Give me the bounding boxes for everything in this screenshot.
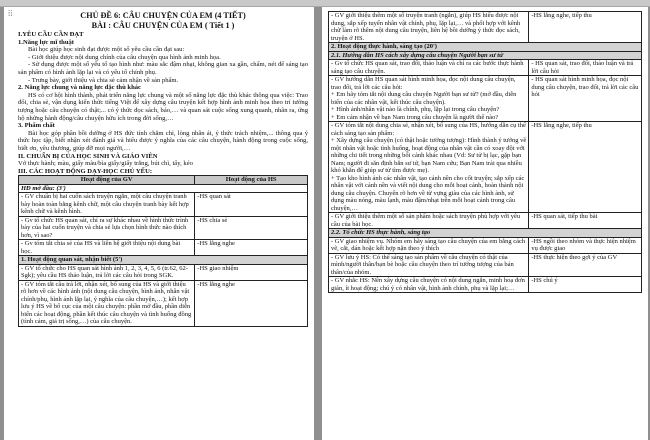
paragraph: Bài học giúp học sinh đạt được một số yêu cầu cần đạt sau:	[28, 46, 185, 54]
table-row	[19, 280, 308, 326]
warmup-row: HĐ mở đầu: (3')	[19, 184, 308, 193]
section-heading: I.YÊU CẦU CẦN ĐẠT	[18, 31, 84, 38]
gv-cell: - GV tổ chức cho HS quan sát hình ảnh 1, 2, 3, 4, 5, 6 (tr.62, 62-Sgk); yêu cầu HS thảo luận, trả lời các câu hỏi trong SGK.	[19, 264, 195, 280]
section-row: 2. Hoạt động thực hành, sáng tạo (20')	[329, 43, 642, 52]
gv-cell: - GV chuẩn bị hai cuốn sách truyện ngắn, một câu chuyện tranh bày hoàn toàn bằng kênh chữ, một câu chuyện tranh bày kết hợp kênh chữ và kênh hình.	[19, 193, 195, 217]
top-ruler	[0, 0, 650, 7]
hs-cell: -HS lắng nghe	[195, 280, 308, 326]
paragraph: - Giới thiệu được nội dung chính của câu chuyện qua hình ảnh minh họa.	[28, 53, 221, 61]
gv-cell: - GV tóm tắt nội dung chia sẻ, nhận xét, bổ sung của HS, hướng dẫn cụ thể cách sáng tạo sản phẩm: + Xây dựng câu chuyện (có thật hoặc tưởng tượng): Hình thành ý tưởng về một nhân vật hoặc tình huống, hoạt động của nhân vật cần có xoay đột với những chi tiết trong những bối cảnh khác nhau (Vd: Sư tử bị lạc, gặp bạn Nam; người đi săn định bắn sư tử, bạn Nam cứu; Bạn Nam trải qua nhiều khó khăn để giúp sư tử tìm được mẹ). + Tạo kho hình ảnh các nhân vật, tạo cảnh nền cho cốt truyện; sắp xếp các nhân vật với cảnh nền và viết nội dung cho mỗi hoạt cảnh, hoàn thành nội dung câu chuyện. Chuyển rõ hơn về từ vựng giàu của các hình ảnh, sử dụng màu nóng, màu lạnh, màu đậm/nhạt trên mỗi hoạt cảnh trong câu chuyện,…	[329, 122, 529, 213]
table-row	[19, 264, 308, 280]
activities-table	[18, 175, 308, 327]
section-row: 1. Hoạt động quan sát, nhận biết (5')	[19, 256, 308, 265]
gv-cell: - GV giới thiệu thêm một số truyện tranh (ngắn), giúp HS hiểu được nội dung, sắp xếp tuyến nhân vật chính, phụ, lặp lại,… và phối hợp với kênh chữ làm rõ thêm nội dung câu truyện, liên hệ bồi dưỡng ý thức đọc sách, truyện ở HS.	[329, 12, 529, 43]
hs-cell: -HS chia sẻ	[195, 216, 308, 240]
gv-cell: - GV giới thiệu thêm một số sản phẩm hoặc sách truyện phù hợp với yêu cầu của bài học.	[329, 213, 529, 229]
gv-cell: - GV giao nhiệm vụ. Nhóm em hãy sáng tạo câu chuyện của em bằng cách vẽ, cắt, dán hoặc kết hợp nặn theo ý thích	[329, 237, 529, 253]
document-page-right	[322, 7, 648, 440]
table-row	[329, 253, 642, 277]
column-header-gv: Hoạt động của GV	[19, 176, 195, 185]
gv-cell: - Gv tổ chức HS quan sát, trao đổi, thảo luận và chỉ ra các bước thực hành sáng tạo câu chuyện.	[329, 60, 529, 76]
document-page-left	[4, 7, 314, 440]
chapter-title: CHỦ ĐỀ 6: CÂU CHUYỆN CỦA EM (4 TIẾT)	[80, 11, 246, 20]
page-corner-marker: ⁞⁞	[8, 9, 13, 18]
gv-cell: - GV tóm tắt câu trả lời, nhận xét, bổ sung của HS và giới thiệu rõ hơn về các hình ảnh (nội dung câu chuyện, hình ảnh, nhân vật chính/phụ, hình ảnh lặp lại, ý nghĩa của câu chuyện,…); kết hợp lưu ý HS về bố cục của một câu chuyện: phần mở đầu, phần diễn biến các hoạt động, phần kết thúc câu chuyện và tình huống đồng (tình cảm, giá trị sống,…) của câu chuyện.	[19, 280, 195, 326]
paragraph: HS có cơ hội hình thành, phát triển năng lực chung và một số năng lực đặc thù khác thông qua việc: Trao đổi, chia sẻ, vận dụng kiến thức tiếng Việt để xây dựng câu truyện kết hợp hình ảnh minh họa theo trí tưởng tượng hoặc câu chuyện có thật;... có ý thức đọc sách, báo,… và quan sát cuộc sống xung quanh, nhân ra, ứng hộ những hành động/câu chuyện hữu ích trong đời sống,…	[18, 91, 308, 122]
hs-cell: - HS quan sát, trao đổi, thảo luận và trả lời câu hỏi	[529, 60, 642, 76]
table-row	[329, 12, 642, 43]
hs-cell: -HS quan sát, tiếp thu bài	[529, 213, 642, 229]
section-heading: II. CHUẨN BỊ CỦA HỌC SINH VÀ GIÁO VIÊN	[18, 152, 158, 160]
hs-cell: - HS quan sát hình minh họa, đọc nội dung câu chuyện, trao đổi, trả lời các câu hỏi	[529, 76, 642, 122]
left-page-content	[18, 11, 308, 327]
gv-cell: - Gv tổ chức HS quan sát, chỉ ra sự khác nhau về hình thức trình bày của hai cuốn truyện và chia sẻ lựa chọn hình thức nào thích hơn, vì sao?	[19, 216, 195, 240]
hs-cell: -HS chú ý	[529, 277, 642, 293]
table-row	[329, 122, 642, 213]
subheading: 3. Phẩm chất	[18, 122, 55, 130]
paragraph: - Sử dụng được một số yếu tố tạo hình như: màu sắc đậm nhạt, không gian xa gần, chấm, nét để sáng tạo sản phẩm có hình ảnh lặp lại và có yếu tố chính phụ.	[18, 61, 308, 76]
paragraph: Vở thực hành; màu, giấy màu/bìa giấy/giấy trắng, bút chì, tẩy, kéo	[18, 160, 193, 168]
table-row	[329, 213, 642, 229]
table-row	[329, 60, 642, 76]
right-page-content	[328, 11, 642, 293]
column-header-hs: Hoạt động của HS	[195, 176, 308, 185]
lesson-title: BÀI : CÂU CHUYỆN CỦA EM ( Tiết 1 )	[91, 21, 235, 30]
table-row	[329, 237, 642, 253]
section-heading: III. CÁC HOẠT ĐỘNG DẠY-HỌC CHỦ YẾU:	[18, 167, 153, 175]
table-row	[329, 277, 642, 293]
hs-cell: -HS giao nhiệm	[195, 264, 308, 280]
activities-table-continued	[328, 11, 642, 293]
hs-cell: -HS lắng nghe, tiếp thu	[529, 122, 642, 213]
table-row	[19, 193, 308, 217]
subsection-row: 2.2. Tổ chức HS thực hành, sáng tạo	[329, 229, 642, 238]
hs-cell: -HS ngồi theo nhóm và thực hiện nhiệm vụ được giao	[529, 237, 642, 253]
hs-cell: -HS lắng nghe, tiếp thu	[529, 12, 642, 43]
table-row	[19, 240, 308, 256]
paragraph: Bài học góp phần bồi dưỡng ở HS đức tính chăm chỉ, lòng nhân ái, ý thức trách nhiệm,... thông qua ý thức học tập, biết nhận xét đánh giá và hiểu được ý nghĩa của các câu chuyện, hành động trong cuộc sống, biết ơn, yêu thương, giúp đỡ mọi người,…	[18, 129, 308, 152]
gv-cell: - Gv tóm tắt chia sẻ của HS và liên hệ giới thiệu nội dung bài học.	[19, 240, 195, 256]
paragraph: - Trưng bày, giới thiệu và chia sẻ cảm nhận về sản phẩm.	[28, 76, 179, 84]
hs-cell: -HS thực hiện theo gợi ý của GV	[529, 253, 642, 277]
gv-cell: - GV nhắc HS: Nên xây dựng câu chuyện có nội dung ngắn, minh hoạ đơn giản, ít hoạt động; chú ý có nhân vật, hình ảnh chính, phụ và lặp lại;…	[329, 277, 529, 293]
subsection-row: 2.1. Hướng dẫn HS cách xây dựng câu chuyện Người bạn sư tử	[329, 51, 642, 60]
hs-cell: -HS lắng nghe	[195, 240, 308, 256]
table-row	[329, 76, 642, 122]
gv-cell: - GV hướng dẫn HS quan sát hình minh họa, đọc nội dung câu chuyện, trao đổi, trả lời các câu hỏi: + Em hãy tóm tắt nội dung câu chuyện Người bạn sư tử? (mở đầu, diễn biến của các nhân vật, kết thúc câu chuyện). + Hình ảnh/nhân vật nào là chính, phụ, lặp lại trong câu chuyện? + Em cảm nhận về bạn Nam trong câu chuyện là người thế nào?	[329, 76, 529, 122]
hs-cell: -HS quan sát	[195, 193, 308, 217]
table-row	[19, 216, 308, 240]
subheading: 1.Năng lực mĩ thuật	[18, 38, 74, 46]
gv-cell: - GV lưu ý HS: Có thể sáng tạo sản phẩm về câu chuyện có thật của mình/người thân/bạn bè hoặc câu chuyện theo trí tưởng tượng của bản thân/của nhóm.	[329, 253, 529, 277]
subheading: 2. Năng lực chung và năng lực đặc thù khác	[18, 84, 141, 92]
